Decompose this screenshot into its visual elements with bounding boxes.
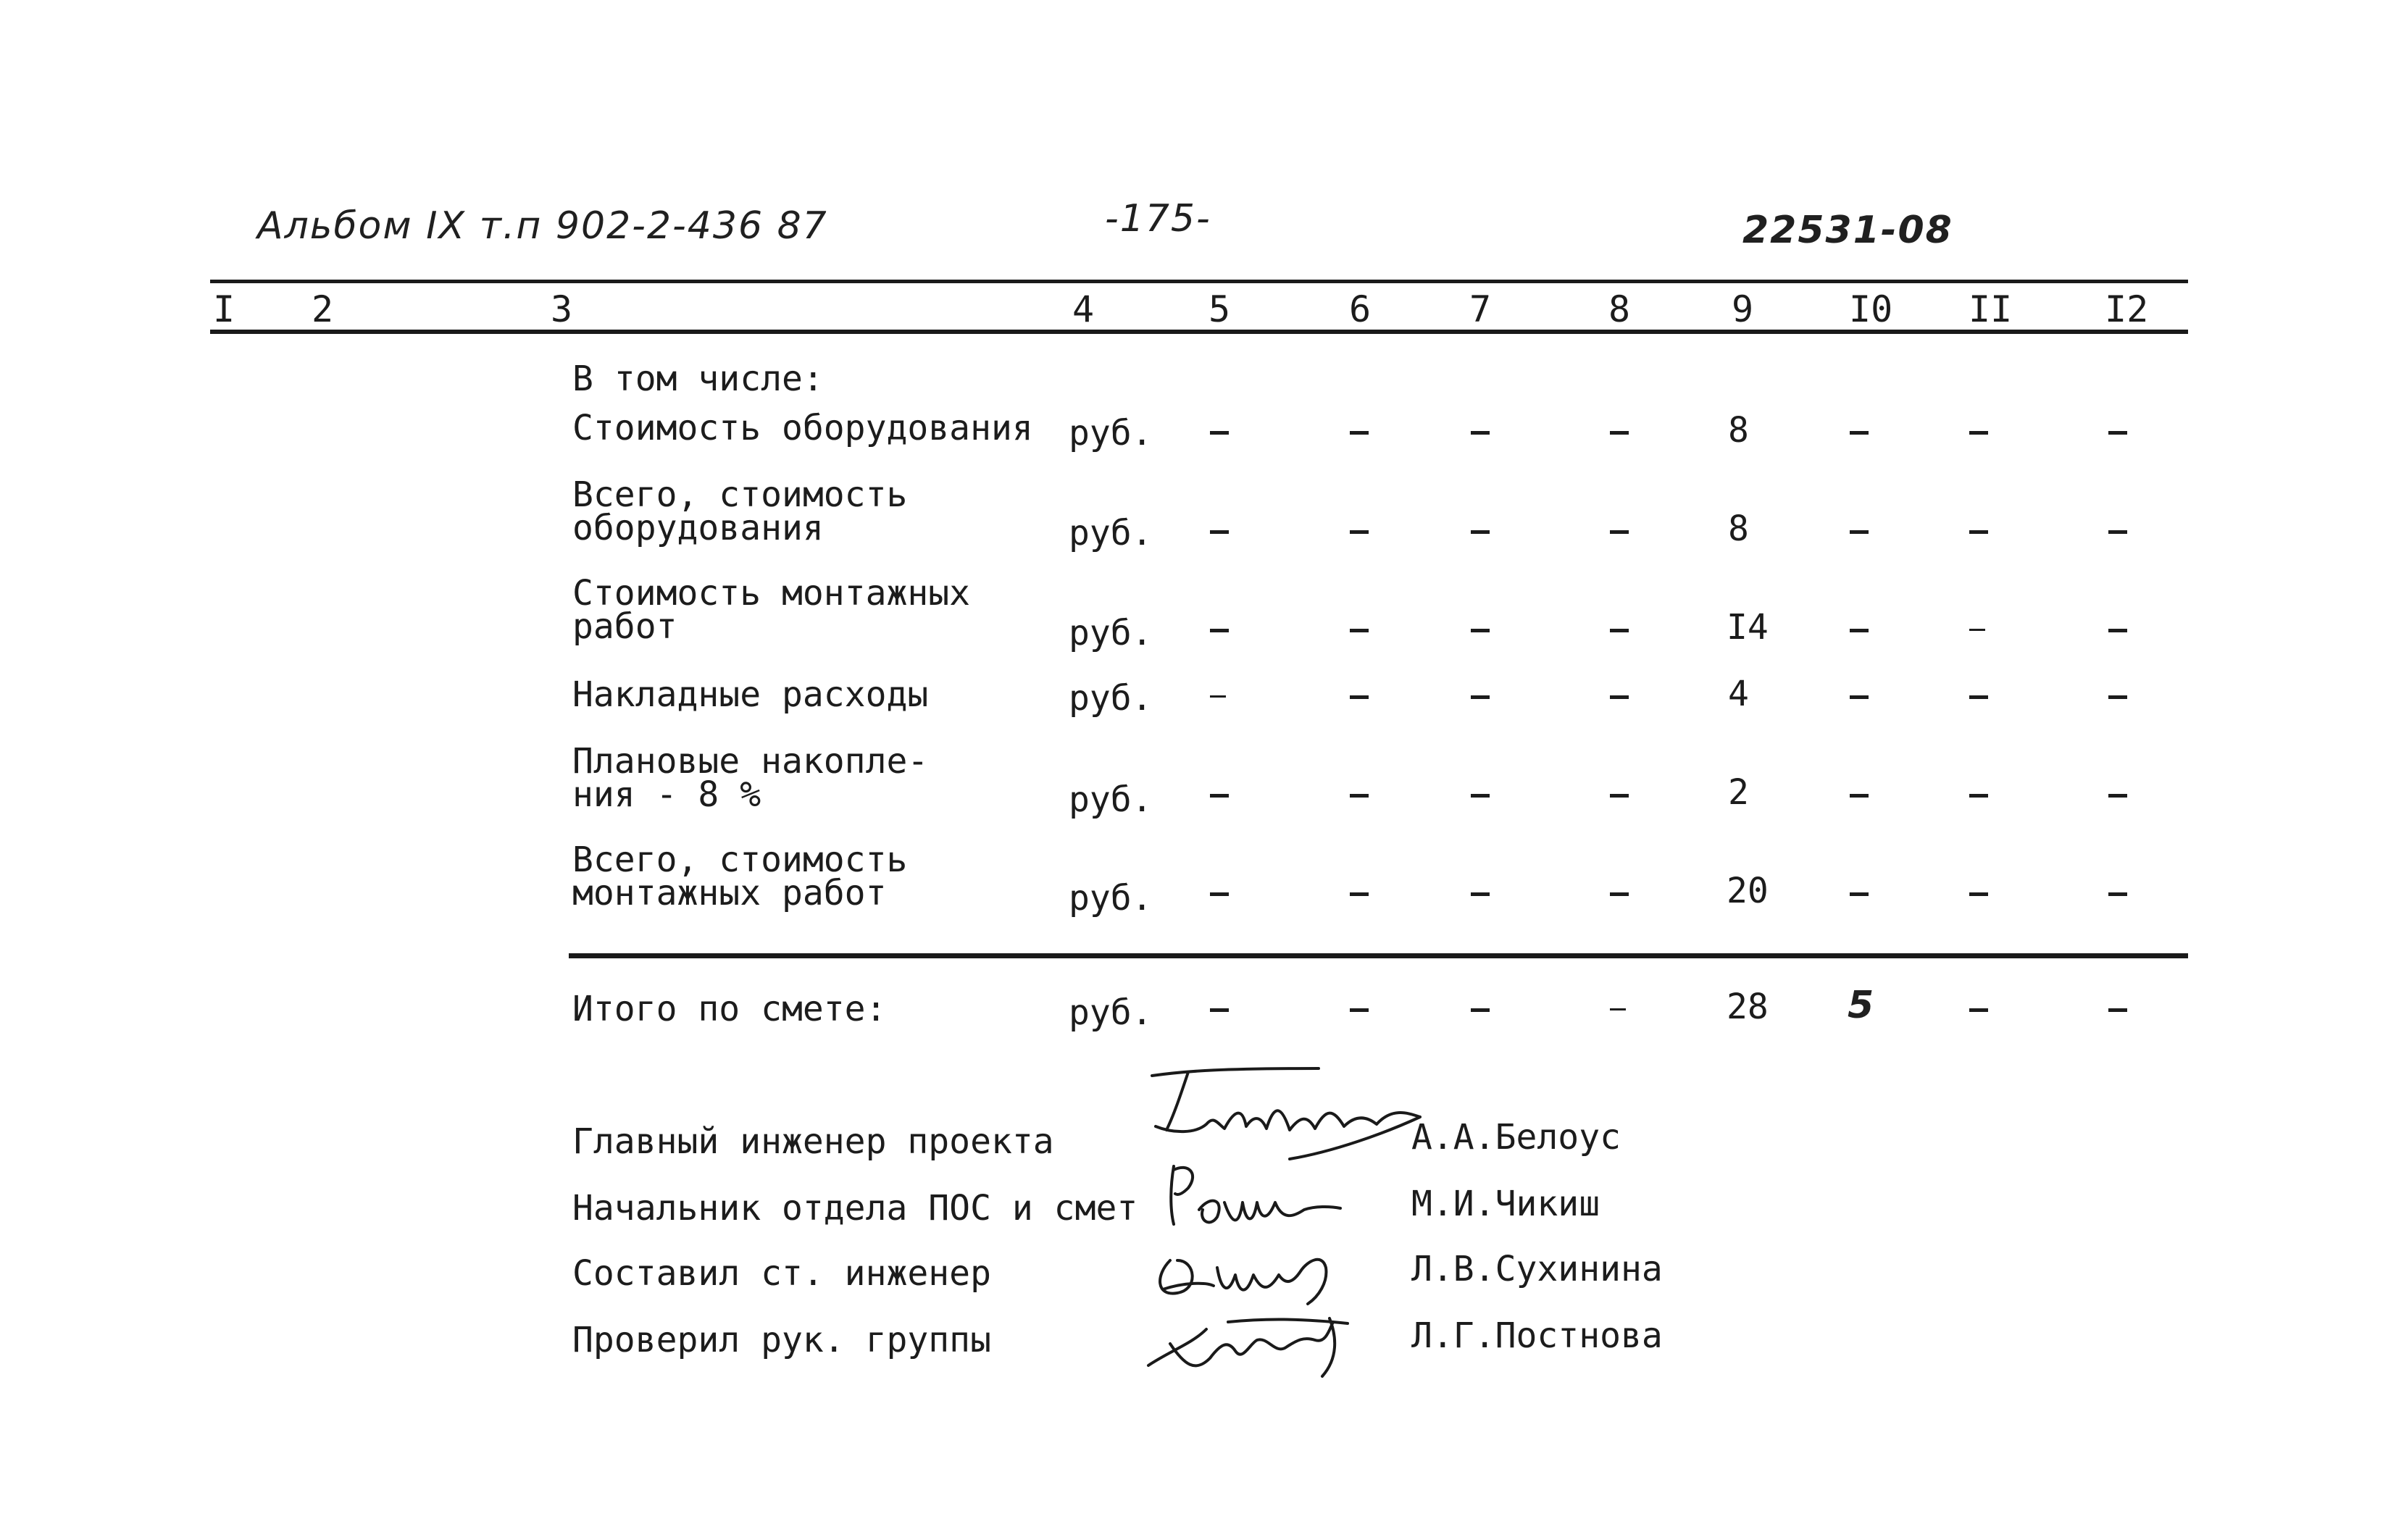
dash-c8 <box>1610 892 1629 896</box>
section-label: В том числе: <box>572 359 824 399</box>
total-unit: руб. <box>1069 992 1153 1033</box>
column-number: 8 <box>1608 288 1631 330</box>
dash-c11 <box>1969 530 1988 534</box>
dash-c5 <box>1210 695 1226 698</box>
dash-c5 <box>1210 629 1229 632</box>
row-description-line: Накладные расходы <box>572 674 929 715</box>
dash-c12 <box>2108 629 2127 632</box>
dash-c7 <box>1471 695 1490 699</box>
dash-c6 <box>1350 530 1369 534</box>
row-description-line: Всего, стоимость <box>572 840 908 880</box>
dash-c11 <box>1969 892 1988 896</box>
unit-cell: руб. <box>1069 413 1153 453</box>
dash-c7 <box>1471 530 1490 534</box>
dash-c8 <box>1610 629 1629 632</box>
signatory-title: Проверил рук. группы <box>572 1320 991 1360</box>
signatory-title: Составил ст. инженер <box>572 1253 991 1294</box>
dash-c10 <box>1850 892 1869 896</box>
row-description-line: Стоимость монтажных <box>572 573 971 614</box>
dash-c6 <box>1350 695 1369 699</box>
row-description <box>572 840 908 913</box>
column-number: I2 <box>2105 288 2149 330</box>
unit-cell: руб. <box>1069 613 1153 653</box>
row-description-line: ния - 8 % <box>572 774 761 815</box>
total-dash-c7 <box>1471 1008 1490 1012</box>
dash-c11 <box>1969 695 1988 699</box>
total-dash-c11 <box>1969 1008 1988 1012</box>
value-c9: 20 <box>1727 871 1769 911</box>
dash-c10 <box>1850 629 1869 632</box>
album-reference: Альбом IX т.п 902-2-436 87 <box>257 204 828 248</box>
value-c9: I4 <box>1727 607 1769 648</box>
dash-c7 <box>1471 794 1490 798</box>
row-description <box>572 474 908 548</box>
dash-c8 <box>1610 695 1629 699</box>
row-description <box>572 408 1033 448</box>
document-code: 22531-08 <box>1742 209 1953 252</box>
signatory-title: Начальник отдела ПОС и смет <box>572 1188 1138 1229</box>
unit-cell: руб. <box>1069 878 1153 918</box>
total-value-c9: 28 <box>1727 987 1769 1027</box>
signature-scribble-4 <box>1141 1300 1358 1380</box>
unit-cell: руб. <box>1069 513 1153 553</box>
dash-c12 <box>2108 530 2127 534</box>
dash-c8 <box>1610 530 1629 534</box>
dash-c11 <box>1969 629 1985 631</box>
dash-c6 <box>1350 892 1369 896</box>
column-number: 5 <box>1209 288 1231 330</box>
total-label: Итого по смете: <box>572 989 887 1029</box>
dash-c7 <box>1471 892 1490 896</box>
column-number: I0 <box>1849 288 1893 330</box>
row-description-line: Всего, стоимость <box>572 474 908 515</box>
column-number: 3 <box>551 288 573 330</box>
page-number: -175- <box>1105 197 1211 240</box>
column-number: II <box>1969 288 2013 330</box>
dash-c12 <box>2108 431 2127 435</box>
dash-c11 <box>1969 431 1988 435</box>
column-number: 9 <box>1732 288 1754 330</box>
unit-cell: руб. <box>1069 779 1153 820</box>
dash-c5 <box>1210 794 1229 798</box>
dash-c12 <box>2108 695 2127 699</box>
header-top-rule <box>210 280 2188 283</box>
value-c9: 2 <box>1728 772 1749 813</box>
dash-c5 <box>1210 530 1229 534</box>
dash-c5 <box>1210 892 1229 896</box>
signature-scribble-3 <box>1148 1231 1351 1311</box>
dash-c12 <box>2108 892 2127 896</box>
signatory-title: Главный инженер проекта <box>572 1121 1054 1162</box>
unit-cell: руб. <box>1069 678 1153 719</box>
row-description-line: оборудования <box>572 508 824 548</box>
signatory-name: М.И.Чикиш <box>1411 1184 1600 1224</box>
total-dash-c12 <box>2108 1008 2127 1012</box>
dash-c10 <box>1850 695 1869 699</box>
row-description <box>572 674 929 715</box>
signatory-name: Л.Г.Постнова <box>1411 1315 1663 1356</box>
dash-c7 <box>1471 629 1490 632</box>
dash-c10 <box>1850 530 1869 534</box>
column-number: 4 <box>1072 288 1095 330</box>
row-description-line: Плановые накопле- <box>572 741 929 782</box>
total-dash-c5 <box>1210 1008 1229 1012</box>
column-number: I <box>213 288 235 330</box>
dash-c7 <box>1471 431 1490 435</box>
total-separator-rule <box>569 953 2188 958</box>
column-number: 7 <box>1469 288 1492 330</box>
dash-c10 <box>1850 431 1869 435</box>
dash-c6 <box>1350 431 1369 435</box>
row-description <box>572 741 929 815</box>
dash-c12 <box>2108 794 2127 798</box>
dash-c8 <box>1610 794 1629 798</box>
total-value-c10: 5 <box>1848 984 1876 1027</box>
signatory-name: А.А.Белоус <box>1411 1117 1621 1158</box>
signatory-name: Л.В.Сухинина <box>1411 1249 1663 1289</box>
value-c9: 8 <box>1728 410 1749 451</box>
signature-scribble-2 <box>1159 1159 1348 1239</box>
dash-c6 <box>1350 629 1369 632</box>
dash-c6 <box>1350 794 1369 798</box>
row-description-line: работ <box>572 606 677 647</box>
dash-c11 <box>1969 794 1988 798</box>
value-c9: 4 <box>1728 674 1749 714</box>
total-dash-c6 <box>1350 1008 1369 1012</box>
column-number: 6 <box>1349 288 1372 330</box>
dash-c8 <box>1610 431 1629 435</box>
total-dash-c8 <box>1610 1008 1626 1010</box>
dash-c10 <box>1850 794 1869 798</box>
row-description <box>572 573 971 647</box>
row-description-line: Стоимость оборудования <box>572 408 1033 448</box>
column-number: 2 <box>312 288 334 330</box>
value-c9: 8 <box>1728 509 1749 549</box>
row-description-line: монтажных работ <box>572 873 887 913</box>
dash-c5 <box>1210 431 1229 435</box>
